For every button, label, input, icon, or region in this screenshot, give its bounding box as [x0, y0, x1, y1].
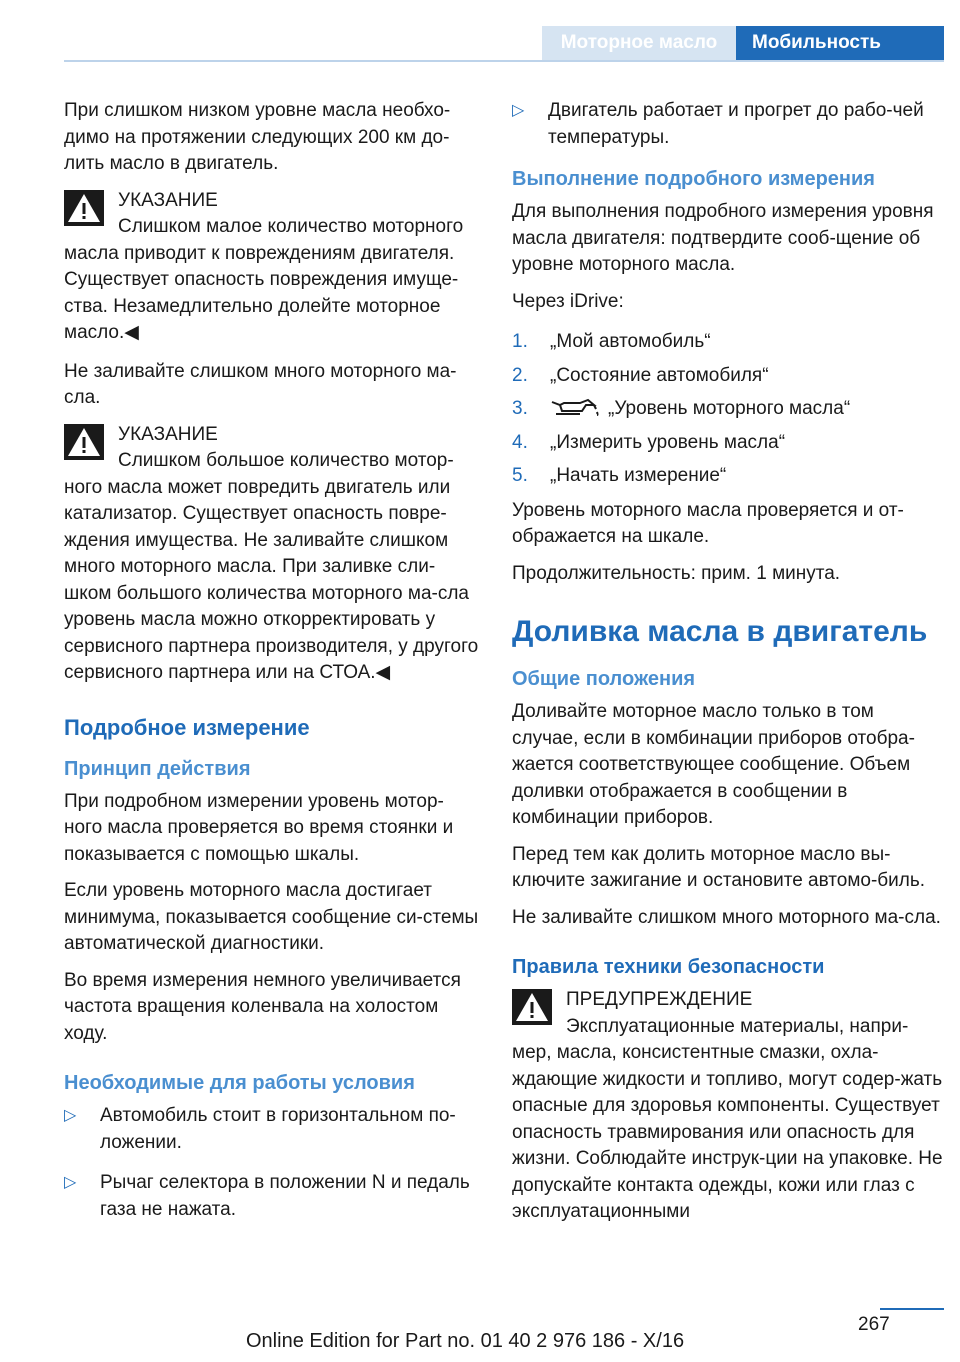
- header-rule: [64, 60, 944, 62]
- list-item: [64, 1103, 480, 1156]
- right-column: [512, 98, 944, 1238]
- list-item: [512, 98, 944, 151]
- step-number: 4.: [512, 431, 528, 453]
- list-item-text: Двигатель работает и прогрет до рабо-чей температуры.: [548, 100, 924, 148]
- header-chapter-tab[interactable]: Мобильность: [736, 26, 944, 60]
- step-text: „Измерить уровень масла“: [550, 431, 786, 453]
- paragraph: Если уровень моторного масла достигает минимума, показывается сообщение си-стемы автоматической диагностики.: [64, 880, 479, 954]
- warning-box: [512, 987, 944, 1226]
- conditions-list: [64, 1103, 480, 1223]
- step-item: [512, 396, 944, 423]
- step-text: „Мой автомобиль“: [550, 331, 711, 352]
- page-number: 267: [858, 1314, 890, 1335]
- paragraph: Во время измерения немного увеличивается частота вращения коленвала на холостом ходу.: [64, 969, 461, 1044]
- step-number: 3.: [512, 398, 528, 419]
- subsection-heading: Необходимые для работы условия: [64, 1072, 415, 1094]
- triangle-bullet-icon: ▷: [512, 102, 525, 119]
- triangle-bullet-icon: ▷: [64, 1107, 77, 1124]
- warning-title: ПРЕДУПРЕЖДЕНИЕ: [566, 989, 753, 1010]
- notice-box: [64, 422, 480, 687]
- step-item: [512, 363, 944, 390]
- section-heading: Подробное измерение: [64, 714, 310, 740]
- subsection-heading: Правила техники безопасности: [512, 956, 825, 978]
- paragraph: Доливайте моторное масло только в том случае, если в комбинации приборов отобра-жается соответствующее сообщение. Объем доливки отображается в сообщении в комбинации приборов.: [512, 701, 915, 828]
- step-item: [512, 329, 944, 356]
- step-text: „Начать измерение“: [550, 465, 727, 486]
- step-number: 2.: [512, 364, 528, 386]
- notice-title: УКАЗАНИЕ: [118, 189, 218, 211]
- paragraph: Продолжительность: прим. 1 минута.: [512, 562, 841, 584]
- notice-box: [64, 188, 480, 347]
- notice-title: УКАЗАНИЕ: [118, 423, 218, 445]
- paragraph: Уровень моторного масла проверяется и от-ображается на шкале.: [512, 499, 904, 547]
- step-text: „Уровень моторного масла“: [608, 398, 851, 419]
- subsection-heading: Принцип действия: [64, 757, 251, 780]
- footer-rule: [880, 1308, 944, 1310]
- left-column: [64, 98, 480, 1237]
- list-item: [64, 1170, 480, 1223]
- step-number: 1.: [512, 331, 528, 352]
- notice-body: Слишком малое количество моторного масла приводит к повреждениям двигателя. Существует опасность повреждения имуще-ства. Незамедлительно долейте моторное масло.◀: [64, 216, 464, 343]
- list-item-text: Автомобиль стоит в горизонтальном по-ложении.: [100, 1105, 456, 1153]
- paragraph: Перед тем как долить моторное масло вы-ключите зажигание и остановите автомо-биль.: [512, 843, 926, 891]
- warning-triangle-icon: [512, 989, 552, 1025]
- warning-body: Эксплуатационные материалы, напри-мер, масла, консистентные смазки, охла-ждающие жидкости и топливо, могут содер-жать опасные для здоровья компоненты. Существует опасность травмирования или опасность для жизни. Соблюдайте инструк-ции на упаковке. Не допускайте контакта одежды, кожи или глаз с эксплуатационными: [512, 1015, 943, 1222]
- paragraph: Не заливайте слишком много моторного ма-сла.: [64, 360, 457, 408]
- notice-body: Слишком большое количество мотор-ного масла может повредить двигатель или катализатор. Существует опасность повре-ждения имущества. Не заливайте слишком много моторного масла. При заливке сли-шком большого количества моторного ма-сла уровень масла можно откорректировать у сервисного партнера производителя, у другого сервисного партнера или на СТОА.◀: [64, 450, 479, 683]
- triangle-bullet-icon: ▷: [64, 1174, 77, 1191]
- step-text: „Состояние автомобиля“: [550, 364, 769, 386]
- conditions-list-continued: [512, 98, 944, 151]
- paragraph: При слишком низком уровне масла необхо-димо на протяжении следующих 200 км до-лить масло в двигатель.: [64, 100, 451, 174]
- edition-note: Online Edition for Part no. 01 40 2 976 186 - X/16: [246, 1330, 685, 1352]
- step-item: [512, 430, 944, 457]
- header-section-tab[interactable]: Моторное масло: [542, 26, 736, 60]
- step-number: 5.: [512, 465, 528, 486]
- subsection-heading: Общие положения: [512, 668, 696, 690]
- warning-triangle-icon: [64, 424, 104, 460]
- step-item: [512, 463, 944, 490]
- subsection-heading: Выполнение подробного измерения: [512, 168, 875, 190]
- list-item-text: Рычаг селектора в положении N и педаль газа не нажата.: [100, 1172, 470, 1220]
- paragraph: Для выполнения подробного измерения уровня масла двигателя: подтвердите сооб-щение об уровне моторного масла.: [512, 201, 934, 275]
- paragraph: При подробном измерении уровень мотор-ного масла проверяется во время стоянки и показывается с помощью шкалы.: [64, 790, 454, 865]
- chapter-heading: Доливка масла в двигатель: [512, 615, 928, 648]
- warning-triangle-icon: [64, 190, 104, 226]
- oil-can-icon: [550, 397, 602, 417]
- idrive-steps: [512, 329, 944, 490]
- paragraph: Не заливайте слишком много моторного ма-сла.: [512, 906, 941, 928]
- paragraph: Через iDrive:: [512, 290, 624, 312]
